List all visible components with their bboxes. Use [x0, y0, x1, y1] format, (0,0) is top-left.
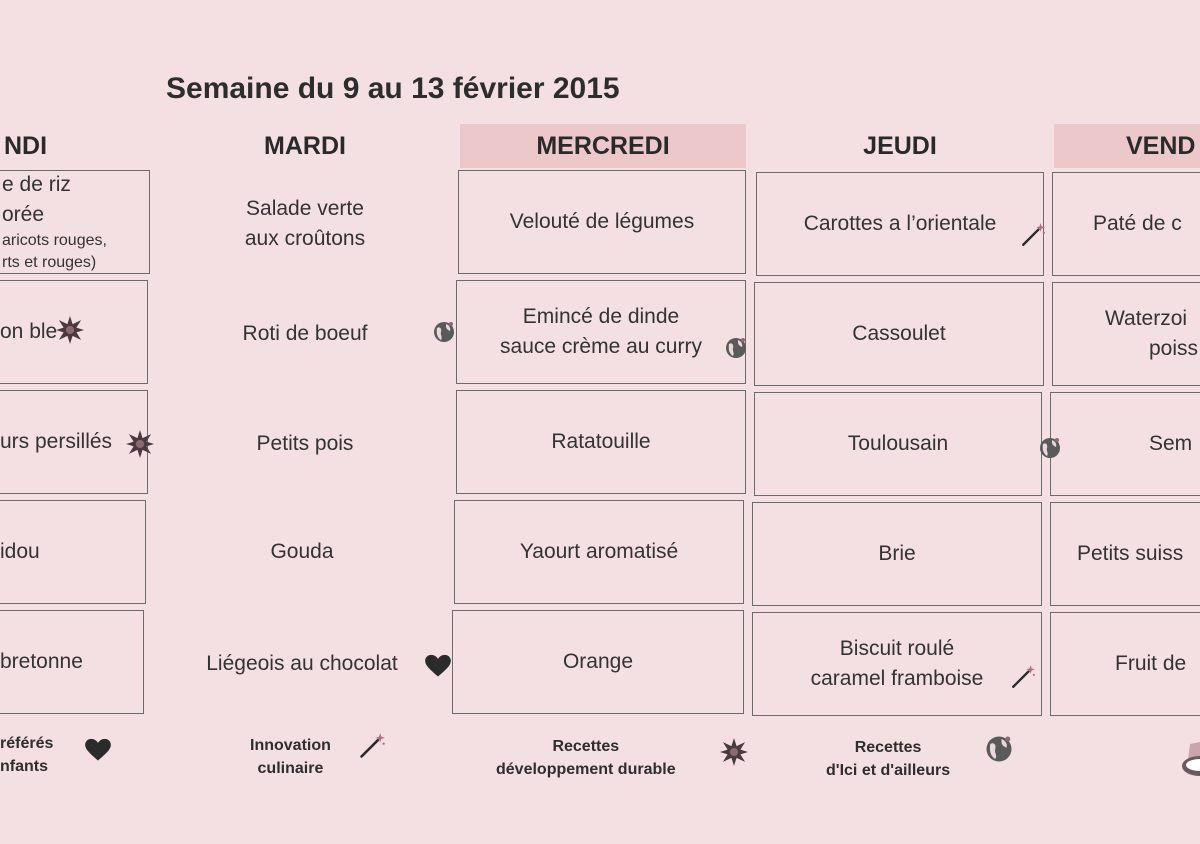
sun-star-icon	[126, 430, 154, 458]
menu-cell-mercredi-entree: Velouté de légumes	[458, 170, 746, 274]
menu-cell-vendredi-accompagnement: Sem	[1050, 392, 1200, 496]
menu-cell-mardi-accompagnement: Petits pois	[256, 432, 354, 455]
menu-cell-mardi-entree: Salade verte aux croûtons	[244, 197, 366, 250]
menu-cell-jeudi-entree: Carottes a l’orientale	[756, 172, 1044, 276]
menu-cell-vendredi-plat: Waterzoi poiss	[1052, 282, 1200, 386]
sun-star-icon	[56, 316, 84, 344]
menu-cell-mercredi-accompagnement: Ratatouille	[456, 390, 746, 494]
day-header-vendredi: VEND	[1054, 124, 1200, 168]
menu-cell-jeudi-fromage: Brie	[752, 502, 1042, 606]
menu-cell-jeudi-accompagnement: Toulousain	[754, 392, 1042, 496]
menu-cell-lundi-entree: e de riz orée aricots rouges, rts et rouges)	[0, 170, 150, 274]
globe-icon	[984, 734, 1014, 764]
day-header-lundi: NDI	[4, 131, 48, 160]
legend-prefered-label: référés nfants	[0, 735, 54, 775]
brand-logo	[1176, 730, 1200, 780]
day-header-jeudi: JEUDI	[863, 131, 937, 160]
menu-cell-jeudi-dessert: Biscuit roulé caramel framboise	[752, 612, 1042, 716]
day-header-mercredi: MERCREDI	[460, 124, 746, 168]
legend-innovation-label: Innovation culinaire	[250, 737, 331, 777]
menu-cell-jeudi-plat: Cassoulet	[754, 282, 1044, 386]
globe-icon	[1038, 436, 1062, 460]
globe-icon	[724, 336, 748, 360]
menu-cell-vendredi-fromage: Petits suiss	[1050, 502, 1200, 606]
menu-cell-mardi-dessert: Liégeois au chocolat	[206, 652, 398, 675]
menu-cell-mardi-plat: Roti de boeuf	[242, 322, 368, 345]
heart-icon	[84, 736, 112, 764]
menu-cell-mercredi-fromage: Yaourt aromatisé	[454, 500, 744, 604]
heart-icon	[424, 652, 452, 680]
menu-cell-lundi-plat: on ble	[0, 280, 148, 384]
legend-durable-label: Recettes développement durable	[496, 738, 676, 778]
menu-cell-lundi-fromage: idou	[0, 500, 146, 604]
menu-cell-mercredi-dessert: Orange	[452, 610, 744, 714]
magic-wand-icon	[1020, 222, 1046, 248]
magic-wand-icon	[358, 732, 386, 760]
menu-cell-mercredi-plat: Emincé de dinde sauce crème au curry	[456, 280, 746, 384]
legend-ailleurs-label: Recettes d'Ici et d'ailleurs	[826, 739, 951, 779]
globe-icon	[432, 320, 456, 344]
menu-cell-vendredi-dessert: Fruit de	[1050, 612, 1200, 716]
magic-wand-icon	[1010, 664, 1036, 690]
menu-cell-lundi-accompagnement: urs persillés	[0, 390, 148, 494]
menu-cell-vendredi-entree: Paté de c	[1052, 172, 1200, 276]
menu-cell-lundi-dessert: bretonne	[0, 610, 144, 714]
page-title: Semaine du 9 au 13 février 2015	[166, 72, 620, 105]
day-header-mardi: MARDI	[264, 131, 346, 160]
menu-cell-mardi-fromage: Gouda	[270, 540, 334, 563]
sun-star-icon	[720, 738, 748, 766]
